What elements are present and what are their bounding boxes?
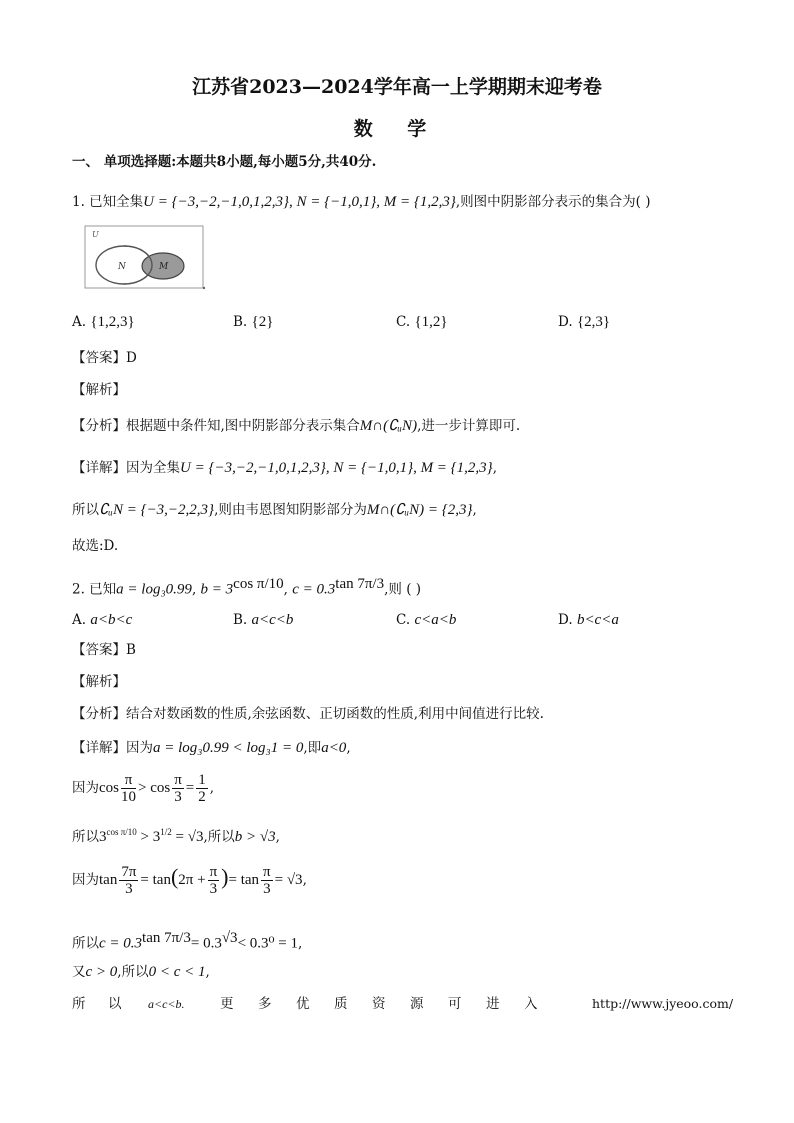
q1-option-c: C. {1,2} [396,314,448,330]
q2-option-a: A. a<b<c [72,612,133,628]
q1-stem: 1. 已知全集U = {−3,−2,−1,0,1,2,3}, N = {−1,0,1}, M = {1,2,3},则图中阴影部分表示的集合为( ) [72,194,651,210]
q2-step5: 所以$c = 0.3^{tan 7\pi/3}= 0.3^{√3}< 0.3^0 = 1$, [72,930,303,952]
q2-stem: 2. 已知a = log₃0.99, $b = 3^{cos \pi/10}$, $c = 0.3^{tan 7\pi/3}$,则 ( ) [72,576,422,598]
q1-choose: 故选:D. [72,538,119,554]
q2-analysis-tag: 【解析】 [72,674,126,690]
q2-step1: 【详解】因为a = log₃0.99 < log₃1 = 0,即a<0, [72,740,351,756]
footer-url[interactable]: http://www.jyeoo.com/ [592,996,734,1011]
venn-diagram [84,224,208,290]
q2-step3: 所以$3^{cos \pi/10} > 3^{1/2} = √3$,所以b > √3, [72,827,280,845]
venn-n-label: N [118,262,126,272]
page-title: 江苏省2023—2024学年高一上学期期末迎考卷 [192,76,602,98]
q1-option-b: B. {2} [233,314,274,330]
q1-answer: 【答案】D [72,350,137,366]
footer-line: 所 以 a<c<b. 更 多 优 质 资 源 可 进 入 [72,996,538,1012]
q2-option-b: B. a<c<b [233,612,294,628]
q1-fenxi: 【分析】根据题中条件知,图中阴影部分表示集合M∩(∁ᵤN),进一步计算即可. [72,418,521,434]
venn-u-label: U [92,230,99,239]
q2-step4: 因为tan $\frac{7\pi}{3}$ = tan(2π + $\frac{\pi}{3}$ )= tan $\frac{\pi}{3}$ = √3, [72,864,307,897]
q1-option-d: D. {2,3} [558,314,611,330]
q2-fenxi: 【分析】结合对数函数的性质,余弦函数、正切函数的性质,利用中间值进行比较. [72,706,544,722]
q2-option-d: D. b<c<a [558,612,619,628]
q2-option-c: C. c<a<b [396,612,457,628]
q2-answer: 【答案】B [72,642,136,658]
subject-title: 数 学 [353,118,441,140]
q1-so: 所以∁ᵤN = {−3,−2,2,3},则由韦恩图知阴影部分为M∩(∁ᵤN) = {2,3}, [72,502,477,518]
section-heading: 一、 单项选择题:本题共8小题,每小题5分,共40分. [72,154,377,170]
q2-step2: 因为cos $\frac{\pi}{10}$ > cos $\frac{\pi}{3}$ = $\frac{1}{2}$ , [72,772,215,805]
q1-analysis-tag: 【解析】 [72,382,126,398]
venn-m-label: M [159,262,169,272]
q2-step6: 又c > 0,所以0 < c < 1, [72,964,210,980]
q1-option-a: A. {1,2,3} [72,314,135,330]
q1-detail: 【详解】因为全集U = {−3,−2,−1,0,1,2,3}, N = {−1,0,1}, M = {1,2,3}, [72,460,497,476]
